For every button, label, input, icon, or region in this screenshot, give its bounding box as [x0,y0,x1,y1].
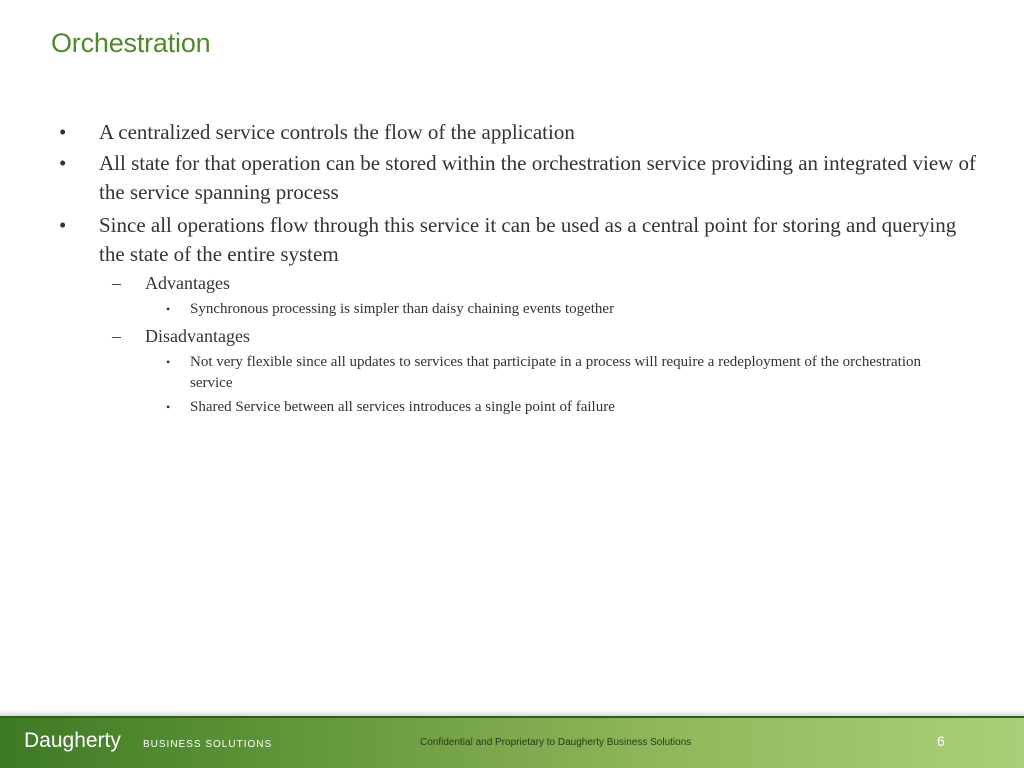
sub-sub-bullet-text: Shared Service between all services introduces a single point of failure [190,399,615,415]
sub-bullet-text: Advantages [145,273,230,293]
dash-marker: – [112,326,121,346]
sub-sub-bullet-text: Not very flexible since all updates to services that participate in a process will require a redeployment of the orchestration service [190,354,921,391]
bullet-item [59,118,979,147]
bullet-marker: • [59,151,67,175]
sub-sub-bullet-item [166,397,960,418]
page-number: 6 [937,733,945,749]
bullet-marker: • [166,400,171,414]
brand-logo: Daugherty [24,729,121,752]
sub-bullet-advantages [112,271,230,295]
sub-sub-bullet-text: Synchronous processing is simpler than daisy chaining events together [190,301,615,317]
sub-bullet-text: Disadvantages [145,326,250,346]
bullet-item [59,149,979,207]
bullet-text: A centralized service controls the flow of the application [99,120,575,144]
brand-subtitle: BUSINESS SOLUTIONS [143,739,273,750]
footer-bar [0,716,1024,768]
bullet-marker: • [166,302,171,316]
page-title: Orchestration [51,28,211,58]
confidential-note: Confidential and Proprietary to Daugherty Business Solutions [420,737,692,748]
sub-sub-bullet-item [166,299,960,320]
bullet-item [59,211,979,269]
bullet-marker: • [166,355,171,369]
bullet-marker: • [59,120,67,144]
sub-sub-bullet-item [166,352,960,394]
bullet-text: All state for that operation can be stored within the orchestration service providing an integrated view of the service spanning process [99,151,977,204]
dash-marker: – [112,273,121,293]
sub-bullet-disadvantages [112,324,250,348]
bullet-marker: • [59,213,67,237]
bullet-text: Since all operations flow through this service it can be used as a central point for storing and querying the state of the entire system [99,213,957,266]
